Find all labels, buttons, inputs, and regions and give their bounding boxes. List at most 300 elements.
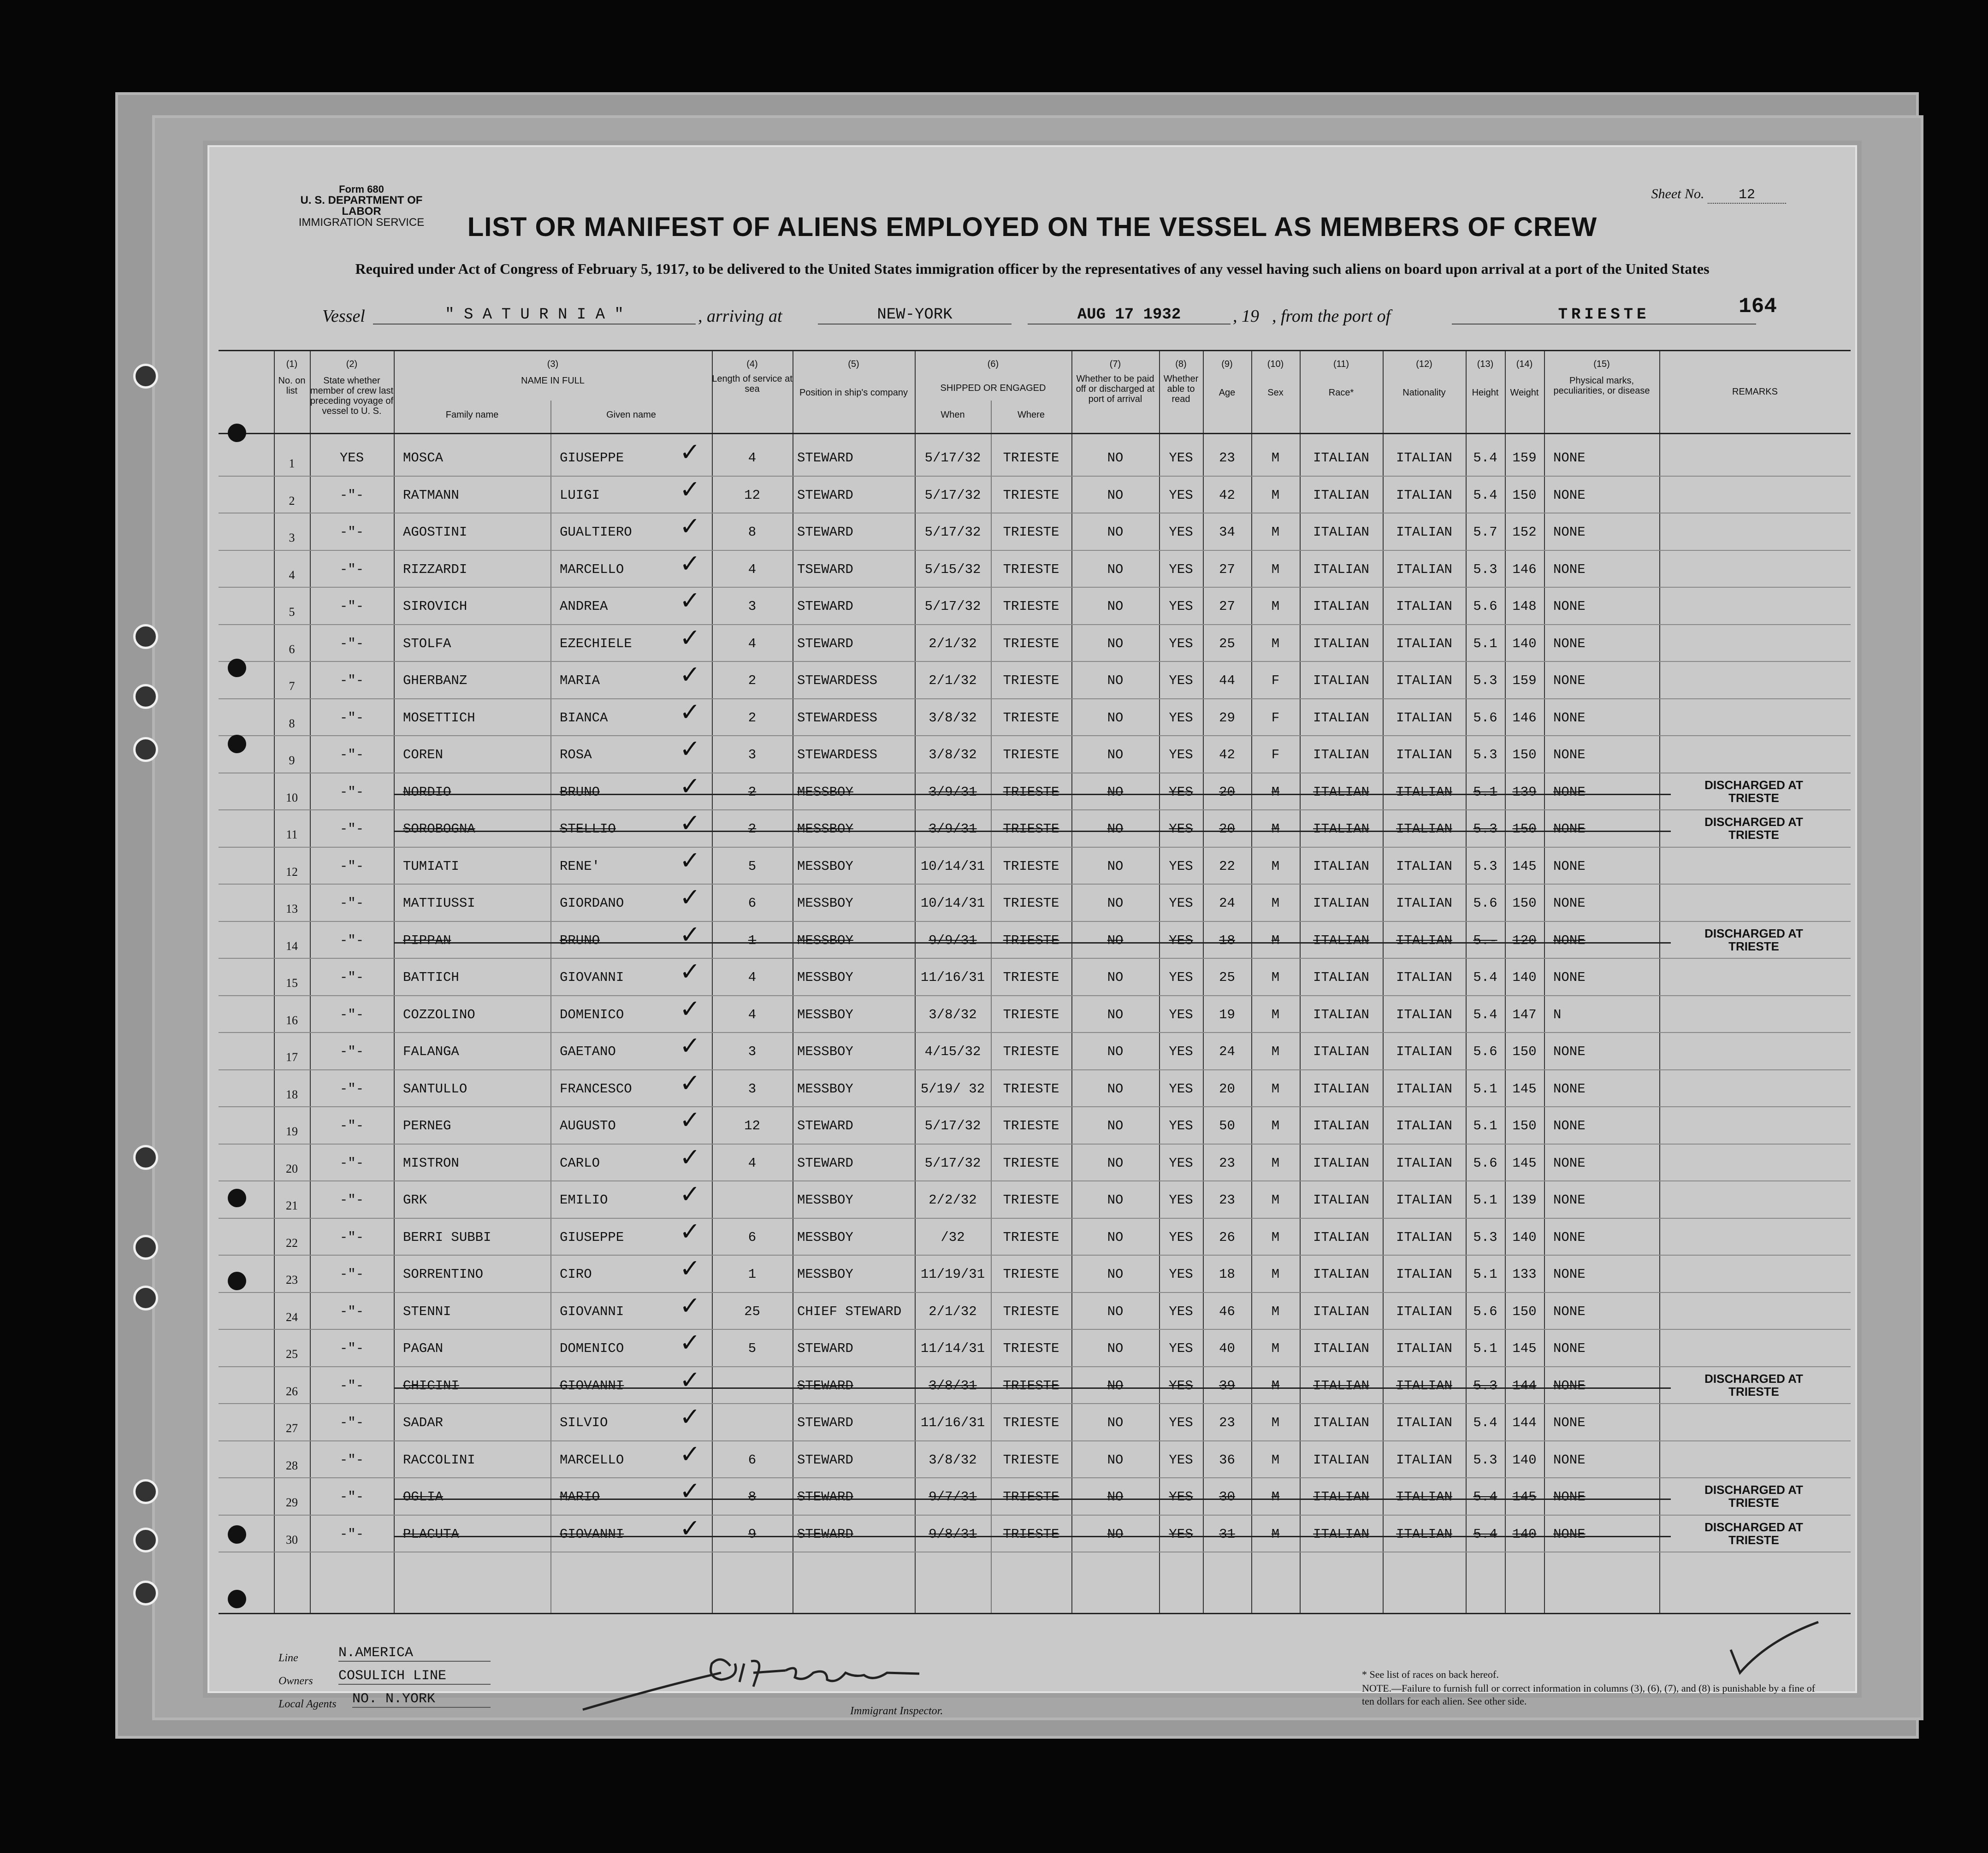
- vessel-label: Vessel: [322, 307, 365, 326]
- cell-nat: ITALIAN: [1396, 599, 1452, 614]
- cell-service: 9: [748, 1526, 757, 1542]
- cell-read: YES: [1169, 821, 1193, 837]
- cell-nat: ITALIAN: [1396, 970, 1452, 985]
- cell-sex: M: [1271, 1526, 1280, 1542]
- col-6-header: (6) SHIPPED OR ENGAGED: [940, 359, 1046, 393]
- cell-read: YES: [1169, 1378, 1193, 1393]
- form-number: Form 680: [339, 183, 384, 195]
- cell-nat: ITALIAN: [1396, 1304, 1452, 1319]
- cell-service: 5: [748, 858, 757, 874]
- cell-weight: 140: [1512, 1452, 1537, 1468]
- year-label: , 19: [1233, 307, 1259, 326]
- cell-weight: 159: [1512, 673, 1537, 688]
- cell-when: 4/15/32: [924, 1044, 981, 1059]
- check-mark-icon: ✓: [680, 883, 701, 912]
- cell-paid: NO: [1107, 1452, 1124, 1468]
- cell-when: 11/19/31: [920, 1267, 985, 1282]
- page-title: LIST OR MANIFEST OF ALIENS EMPLOYED ON THE VESSEL AS MEMBERS OF CREW: [467, 212, 1598, 242]
- remarks-header: REMARKS: [1732, 387, 1778, 397]
- cell-race: ITALIAN: [1313, 673, 1369, 688]
- cell-when: 3/9/31: [929, 821, 977, 837]
- cell-marks: NONE: [1553, 1192, 1586, 1208]
- cell-given: MARCELLO: [560, 1452, 624, 1468]
- cell-race: ITALIAN: [1313, 1304, 1369, 1319]
- cell-when: 10/14/31: [920, 896, 985, 911]
- row-rule: [219, 661, 1851, 662]
- check-mark-icon: ✓: [680, 623, 701, 652]
- cell-prev: -"-: [339, 487, 364, 503]
- cell-sex: M: [1271, 525, 1280, 540]
- strike-through-line: [394, 1387, 1671, 1389]
- cell-service: 4: [748, 450, 757, 466]
- cell-sex: M: [1271, 858, 1280, 874]
- cell-family: MISTRON: [403, 1155, 459, 1171]
- cell-given: GIUSEPPE: [560, 1229, 624, 1245]
- cell-where: TRIESTE: [1003, 1489, 1059, 1505]
- cell-position: MESSBOY: [797, 1081, 853, 1097]
- cell-read: YES: [1169, 636, 1193, 651]
- cell-paid: NO: [1107, 1118, 1124, 1133]
- check-mark-icon: ✓: [680, 1328, 701, 1357]
- cell-nat: ITALIAN: [1396, 1081, 1452, 1097]
- cell-prev: -"-: [339, 525, 364, 540]
- cell-paid: NO: [1107, 1489, 1124, 1505]
- cell-where: TRIESTE: [1003, 896, 1059, 911]
- cell-position: STEWARD: [797, 1452, 853, 1468]
- column-divider: [1544, 350, 1545, 1613]
- cell-family: CHICINI: [403, 1378, 459, 1393]
- cell-weight: 147: [1512, 1007, 1537, 1022]
- cell-family: AGOSTINI: [403, 525, 467, 540]
- cell-service: 6: [748, 1452, 757, 1468]
- cell-age: 27: [1219, 599, 1235, 614]
- check-mark-icon: ✓: [680, 1291, 701, 1320]
- cell-weight: 148: [1512, 599, 1537, 614]
- cell-nat: ITALIAN: [1396, 450, 1452, 466]
- cell-height: 5.1: [1473, 784, 1497, 800]
- cell-marks: NONE: [1553, 673, 1586, 688]
- cell-prev: -"-: [339, 1452, 364, 1468]
- col-13-header: (13) Height: [1472, 359, 1499, 398]
- cell-race: ITALIAN: [1313, 821, 1369, 837]
- cell-paid: NO: [1107, 1155, 1124, 1171]
- row-rule: [219, 735, 1851, 736]
- check-mark-icon: ✓: [680, 586, 701, 615]
- cell-read: YES: [1169, 896, 1193, 911]
- cell-prev: -"-: [339, 1341, 364, 1356]
- cell-where: TRIESTE: [1003, 1378, 1059, 1393]
- cell-no: 30: [286, 1533, 298, 1546]
- cell-no: 29: [286, 1496, 298, 1509]
- cell-age: 25: [1219, 636, 1235, 651]
- cell-prev: -"-: [339, 636, 364, 651]
- cell-prev: -"-: [339, 1304, 364, 1319]
- cell-age: 24: [1219, 896, 1235, 911]
- cell-given: DOMENICO: [560, 1341, 624, 1356]
- cell-paid: NO: [1107, 896, 1124, 911]
- cell-nat: ITALIAN: [1396, 1044, 1452, 1059]
- page-subtitle: Required under Act of Congress of February 5, 1917, to be delivered to the United States immigration officer by the representatives of any vessel having such aliens on board upon arrival at a port of the United States: [355, 260, 1710, 277]
- cell-no: 2: [289, 494, 295, 508]
- cell-age: 18: [1219, 1267, 1235, 1282]
- check-mark-icon: ✓: [680, 1068, 701, 1098]
- cell-prev: -"-: [339, 747, 364, 762]
- header-top-rule: [219, 350, 1851, 351]
- cell-when: 5/19/ 32: [920, 1081, 985, 1097]
- cell-no: 11: [286, 828, 298, 841]
- cell-where: TRIESTE: [1003, 1081, 1059, 1097]
- cell-where: TRIESTE: [1003, 1452, 1059, 1468]
- cell-race: ITALIAN: [1313, 1081, 1369, 1097]
- cell-marks: NONE: [1553, 896, 1586, 911]
- cell-where: TRIESTE: [1003, 450, 1059, 466]
- row-rule: [219, 1329, 1851, 1330]
- cell-position: STEWARD: [797, 599, 853, 614]
- cell-weight: 120: [1512, 932, 1537, 948]
- cell-paid: NO: [1107, 1229, 1124, 1245]
- cell-weight: 150: [1512, 1118, 1537, 1133]
- cell-weight: 140: [1512, 636, 1537, 651]
- cell-where: TRIESTE: [1003, 858, 1059, 874]
- cell-where: TRIESTE: [1003, 747, 1059, 762]
- check-mark-icon: ✓: [680, 1105, 701, 1134]
- cell-family: MOSETTICH: [403, 710, 475, 726]
- punch-hole: [228, 1189, 246, 1207]
- cell-paid: NO: [1107, 1526, 1124, 1542]
- punch-hole: [228, 659, 246, 677]
- cell-position: MESSBOY: [797, 821, 853, 837]
- cell-paid: NO: [1107, 561, 1124, 577]
- cell-weight: 159: [1512, 450, 1537, 466]
- cell-where: TRIESTE: [1003, 1341, 1059, 1356]
- cell-age: 34: [1219, 525, 1235, 540]
- cell-prev: -"-: [339, 673, 364, 688]
- cell-no: 20: [286, 1162, 298, 1175]
- cell-read: YES: [1169, 599, 1193, 614]
- cell-where: TRIESTE: [1003, 970, 1059, 985]
- cell-family: PERNEG: [403, 1118, 451, 1133]
- cell-sex: M: [1271, 1378, 1280, 1393]
- cell-where: TRIESTE: [1003, 1007, 1059, 1022]
- cell-height: 5.4: [1473, 487, 1497, 503]
- column-divider: [1659, 350, 1660, 1613]
- cell-when: 9/9/31: [929, 932, 977, 948]
- cell-given: BRUNO: [560, 932, 600, 948]
- given-name-header: Given name: [606, 410, 656, 420]
- cell-read: YES: [1169, 525, 1193, 540]
- cell-height: 5.3: [1473, 1378, 1497, 1393]
- strike-through-line: [394, 831, 1671, 832]
- cell-service: 2: [748, 673, 757, 688]
- cell-race: ITALIAN: [1313, 710, 1369, 726]
- punch-hole: [228, 424, 246, 442]
- cell-weight: 140: [1512, 1526, 1537, 1542]
- cell-sex: M: [1271, 1192, 1280, 1208]
- cell-no: 12: [286, 865, 298, 879]
- row-rule: [219, 1515, 1851, 1516]
- form-service: IMMIGRATION SERVICE: [298, 216, 425, 229]
- check-mark-icon: ✓: [680, 994, 701, 1023]
- cell-height: 5.3: [1473, 673, 1497, 688]
- cell-nat: ITALIAN: [1396, 710, 1452, 726]
- cell-family: BERRI SUBBI: [403, 1229, 491, 1245]
- cell-no: 5: [289, 605, 295, 619]
- cell-height: 5.3: [1473, 1229, 1497, 1245]
- cell-sex: M: [1271, 636, 1280, 651]
- cell-nat: ITALIAN: [1396, 1452, 1452, 1468]
- cell-age: 42: [1219, 747, 1235, 762]
- cell-read: YES: [1169, 858, 1193, 874]
- cell-age: 23: [1219, 1192, 1235, 1208]
- cell-given: DOMENICO: [560, 1007, 624, 1022]
- cell-height: 5.6: [1473, 896, 1497, 911]
- cell-sex: M: [1271, 1304, 1280, 1319]
- cell-given: GIUSEPPE: [560, 450, 624, 466]
- cell-family: SIROVICH: [403, 599, 467, 614]
- cell-sex: M: [1271, 821, 1280, 837]
- crew-table: [219, 350, 1855, 1636]
- cell-weight: 140: [1512, 970, 1537, 985]
- row-rule: [219, 550, 1851, 551]
- punch-hole: [228, 1525, 246, 1544]
- cell-when: 5/17/32: [924, 450, 981, 466]
- row-rule: [219, 624, 1851, 625]
- cell-service: 2: [748, 710, 757, 726]
- col-15-header: (15) Physical marks, peculiarities, or disease: [1553, 359, 1650, 396]
- cell-read: YES: [1169, 1192, 1193, 1208]
- cell-position: MESSBOY: [797, 1192, 853, 1208]
- cell-service: 8: [748, 525, 757, 540]
- cell-given: CIRO: [560, 1267, 592, 1282]
- cell-given: SILVIO: [560, 1415, 608, 1430]
- cell-height: 5.3: [1473, 747, 1497, 762]
- cell-height: 5.4: [1473, 1489, 1497, 1505]
- cell-service: 12: [744, 487, 760, 503]
- cell-position: MESSBOY: [797, 784, 853, 800]
- cell-age: 23: [1219, 450, 1235, 466]
- cell-no: 3: [289, 531, 295, 544]
- cell-marks: NONE: [1553, 970, 1586, 985]
- cell-when: 11/16/31: [920, 1415, 985, 1430]
- cell-read: YES: [1169, 1007, 1193, 1022]
- owners-label: Owners: [278, 1675, 313, 1687]
- cell-no: 9: [289, 754, 295, 767]
- cell-when: 11/16/31: [920, 970, 985, 985]
- cell-nat: ITALIAN: [1396, 1415, 1452, 1430]
- check-mark-icon: [1722, 1613, 1823, 1687]
- row-rule: [219, 1032, 1851, 1033]
- cell-paid: NO: [1107, 1192, 1124, 1208]
- col-3-header: (3) NAME IN FULL: [521, 359, 585, 386]
- cell-nat: ITALIAN: [1396, 1007, 1452, 1022]
- discharged-stamp: DISCHARGED AT TRIESTE: [1704, 815, 1803, 842]
- cell-family: OGLIA: [403, 1489, 444, 1505]
- cell-age: 20: [1219, 1081, 1235, 1097]
- cell-when: 5/17/32: [924, 1118, 981, 1133]
- cell-prev: -"-: [339, 1081, 364, 1097]
- cell-given: BIANCA: [560, 710, 608, 726]
- row-rule: [219, 1292, 1851, 1293]
- cell-when: 2/1/32: [929, 1304, 977, 1319]
- cell-sex: M: [1271, 1007, 1280, 1022]
- cell-race: ITALIAN: [1313, 1267, 1369, 1282]
- cell-race: ITALIAN: [1313, 747, 1369, 762]
- col-10-header: (10) Sex: [1267, 359, 1284, 398]
- cell-given: GIORDANO: [560, 896, 624, 911]
- cell-when: 5/17/32: [924, 1155, 981, 1171]
- cell-position: MESSBOY: [797, 1229, 853, 1245]
- cell-marks: NONE: [1553, 784, 1586, 800]
- cell-age: 50: [1219, 1118, 1235, 1133]
- cell-read: YES: [1169, 784, 1193, 800]
- cell-paid: NO: [1107, 599, 1124, 614]
- cell-marks: NONE: [1553, 1452, 1586, 1468]
- col-4-header: (4) Length of service at sea: [712, 359, 793, 394]
- cell-nat: ITALIAN: [1396, 525, 1452, 540]
- cell-when: 5/15/32: [924, 561, 981, 577]
- cell-prev: YES: [339, 450, 364, 466]
- cell-height: 5.7: [1473, 525, 1497, 540]
- cell-age: 20: [1219, 784, 1235, 800]
- cell-family: PLACUTA: [403, 1526, 459, 1542]
- cell-when: 3/8/32: [929, 710, 977, 726]
- cell-race: ITALIAN: [1313, 1155, 1369, 1171]
- check-mark-icon: ✓: [680, 845, 701, 875]
- check-mark-icon: ✓: [680, 1476, 701, 1505]
- cell-marks: NONE: [1553, 1304, 1586, 1319]
- cell-service: 4: [748, 561, 757, 577]
- cell-paid: NO: [1107, 1304, 1124, 1319]
- cell-service: 25: [744, 1304, 760, 1319]
- cell-sex: M: [1271, 1044, 1280, 1059]
- penalty-note: NOTE.—Failure to furnish full or correct information in columns (3), (6), (7), and (8) is punishable by a fine of ten dollars for each alien. See other side.: [1362, 1682, 1816, 1707]
- cell-marks: NONE: [1553, 710, 1586, 726]
- cell-paid: NO: [1107, 1378, 1124, 1393]
- col-1-header: (1) No. on list: [278, 359, 306, 396]
- cell-family: BATTICH: [403, 970, 459, 985]
- cell-height: 5.6: [1473, 1304, 1497, 1319]
- col-14-header: (14) Weight: [1510, 359, 1539, 398]
- cell-age: 42: [1219, 487, 1235, 503]
- cell-sex: F: [1271, 673, 1280, 688]
- row-rule: [219, 1477, 1851, 1478]
- cell-given: GAETANO: [560, 1044, 616, 1059]
- cell-position: STEWARD: [797, 1489, 853, 1505]
- cell-family: RATMANN: [403, 487, 459, 503]
- cell-sex: M: [1271, 1118, 1280, 1133]
- cell-service: 2: [748, 821, 757, 837]
- column-divider: [394, 350, 395, 1613]
- cell-given: EZECHIELE: [560, 636, 632, 651]
- strike-through-line: [394, 942, 1671, 944]
- row-rule: [219, 587, 1851, 588]
- check-mark-icon: ✓: [680, 734, 701, 763]
- cell-weight: 150: [1512, 896, 1537, 911]
- cell-family: SANTULLO: [403, 1081, 467, 1097]
- cell-position: TSEWARD: [797, 561, 853, 577]
- cell-given: MARIO: [560, 1489, 600, 1505]
- cell-given: ANDREA: [560, 599, 608, 614]
- cell-marks: NONE: [1553, 1267, 1586, 1282]
- cell-sex: M: [1271, 1155, 1280, 1171]
- cell-race: ITALIAN: [1313, 450, 1369, 466]
- cell-family: GRK: [403, 1192, 427, 1208]
- check-mark-icon: ✓: [680, 771, 701, 801]
- cell-sex: M: [1271, 561, 1280, 577]
- cell-service: 3: [748, 1044, 757, 1059]
- row-rule: [219, 847, 1851, 848]
- races-note: * See list of races on back hereof.: [1362, 1669, 1499, 1680]
- family-name-header: Family name: [445, 410, 499, 420]
- cell-marks: NONE: [1553, 1118, 1586, 1133]
- cell-sex: M: [1271, 1081, 1280, 1097]
- cell-position: STEWARD: [797, 525, 853, 540]
- check-mark-icon: ✓: [680, 808, 701, 838]
- cell-position: MESSBOY: [797, 970, 853, 985]
- cell-when: 10/14/31: [920, 858, 985, 874]
- cell-weight: 145: [1512, 1081, 1537, 1097]
- cell-no: 19: [286, 1125, 298, 1138]
- cell-service: 1: [748, 1267, 757, 1282]
- row-rule: [219, 1069, 1851, 1070]
- cell-paid: NO: [1107, 1081, 1124, 1097]
- discharged-stamp: DISCHARGED AT TRIESTE: [1704, 778, 1803, 805]
- cell-age: 40: [1219, 1341, 1235, 1356]
- cell-service: 3: [748, 1081, 757, 1097]
- row-rule: [219, 698, 1851, 699]
- cell-height: 5.3: [1473, 821, 1497, 837]
- cell-nat: ITALIAN: [1396, 673, 1452, 688]
- cell-no: 21: [286, 1199, 298, 1212]
- cell-sex: M: [1271, 1415, 1280, 1430]
- check-mark-icon: ✓: [680, 957, 701, 986]
- cell-height: 5.1: [1473, 636, 1497, 651]
- cell-marks: NONE: [1553, 1415, 1586, 1430]
- cell-given: AUGUSTO: [560, 1118, 616, 1133]
- cell-sex: M: [1271, 1267, 1280, 1282]
- cell-where: TRIESTE: [1003, 525, 1059, 540]
- cell-no: 6: [289, 642, 295, 656]
- cell-weight: 146: [1512, 561, 1537, 577]
- cell-position: MESSBOY: [797, 1044, 853, 1059]
- cell-when: 2/1/32: [929, 636, 977, 651]
- cell-given: FRANCESCO: [560, 1081, 632, 1097]
- cell-age: 30: [1219, 1489, 1235, 1505]
- cell-height: 5.-: [1473, 932, 1497, 948]
- cell-when: 11/14/31: [920, 1341, 985, 1356]
- cell-prev: -"-: [339, 1378, 364, 1393]
- check-mark-icon: ✓: [680, 1031, 701, 1060]
- cell-given: GIOVANNI: [560, 1526, 624, 1542]
- cell-where: TRIESTE: [1003, 1155, 1059, 1171]
- cell-paid: NO: [1107, 858, 1124, 874]
- cell-sex: M: [1271, 970, 1280, 985]
- cell-read: YES: [1169, 1267, 1193, 1282]
- cell-race: ITALIAN: [1313, 1007, 1369, 1022]
- cell-marks: NONE: [1553, 1081, 1586, 1097]
- cell-prev: -"-: [339, 1118, 364, 1133]
- cell-race: ITALIAN: [1313, 1192, 1369, 1208]
- cell-age: 23: [1219, 1415, 1235, 1430]
- cell-nat: ITALIAN: [1396, 487, 1452, 503]
- cell-prev: -"-: [339, 710, 364, 726]
- cell-family: RIZZARDI: [403, 561, 467, 577]
- cell-read: YES: [1169, 1526, 1193, 1542]
- cell-where: TRIESTE: [1003, 599, 1059, 614]
- punch-hole: [133, 1235, 158, 1260]
- cell-read: YES: [1169, 673, 1193, 688]
- punch-hole: [133, 1286, 158, 1310]
